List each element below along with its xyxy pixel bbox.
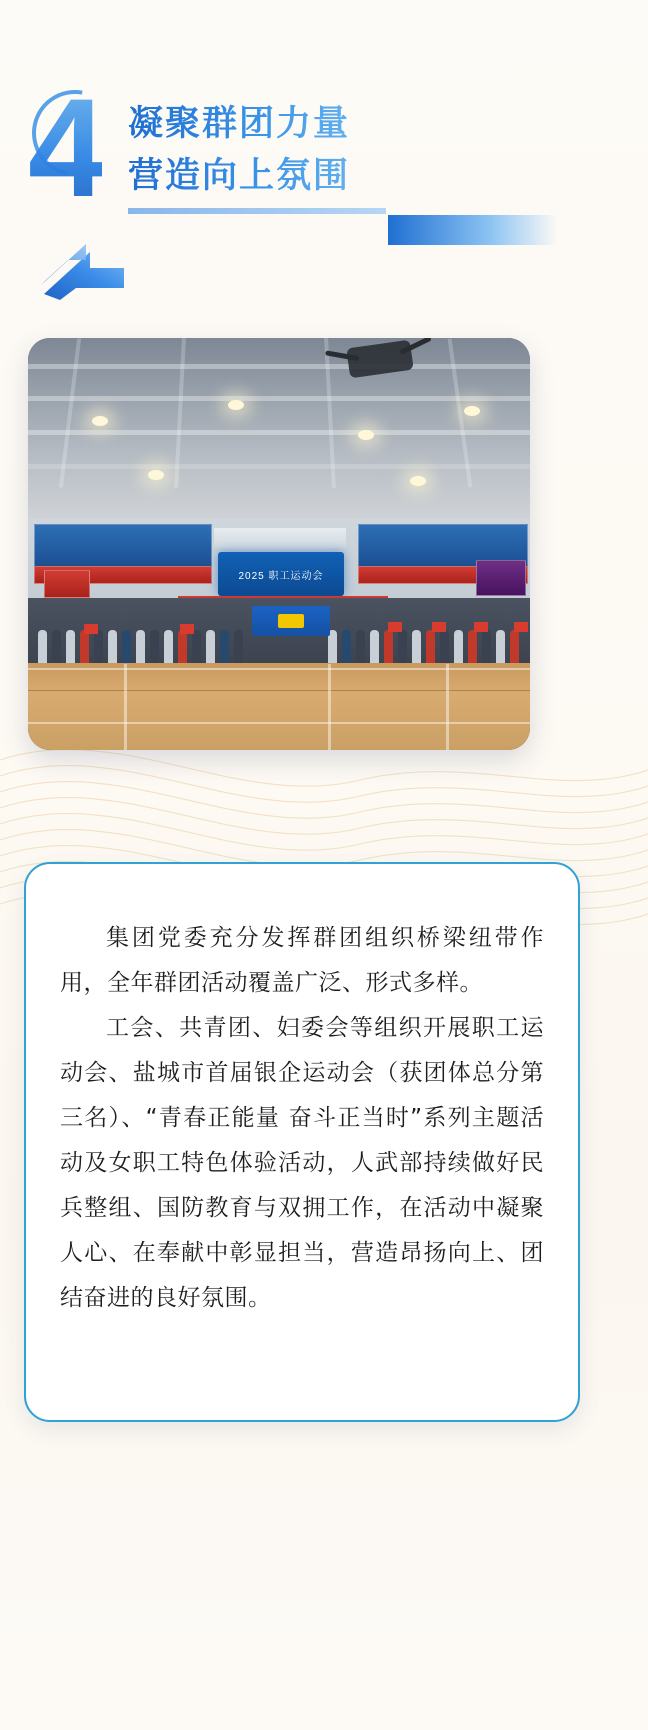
section-title-line-2: 营造向上氛围: [128, 150, 350, 202]
hand-flag: [474, 622, 488, 632]
hand-flag: [514, 622, 528, 632]
wall-header-strip: [214, 528, 346, 548]
team-flag: [252, 606, 330, 636]
court-line-vertical: [124, 664, 127, 750]
stage-screen: [218, 552, 344, 596]
hand-flag: [388, 622, 402, 632]
side-banner-purple: [476, 560, 526, 596]
ceiling-lamp: [92, 416, 108, 426]
section-title-line-1: 凝聚群团力量: [128, 98, 350, 150]
ceiling-lamp: [410, 476, 426, 486]
ceiling-lamp: [358, 430, 374, 440]
court-line: [28, 668, 530, 670]
hand-flag: [180, 624, 194, 634]
ceiling-lamp: [464, 406, 480, 416]
court-line: [28, 722, 530, 724]
title-underline: [128, 208, 386, 214]
hand-flag: [432, 622, 446, 632]
arrow-up-right-icon: [38, 242, 148, 304]
ceiling-beam: [28, 464, 530, 469]
ceiling-beam: [28, 396, 530, 401]
court-line-vertical: [328, 664, 331, 750]
section-title: [128, 98, 350, 202]
court-line-vertical: [446, 664, 449, 750]
content-paragraph-1: 集团党委充分发挥群团组织桥梁纽带作用，全年群团活动覆盖广泛、形式多样。: [60, 925, 544, 996]
bottom-fade: [0, 1550, 648, 1730]
event-photo: [28, 338, 530, 750]
ceiling-lamp: [148, 470, 164, 480]
wall-banner-left: [34, 524, 212, 568]
ceiling-beam: [28, 430, 530, 435]
content-paragraph-2: 工会、共青团、妇委会等组织开展职工运动会、盐城市首届银企运动会（获团体总分第三名）、“青春正能量 奋斗正当时”系列主题活动及女职工特色体验活动，人武部持续做好民兵整组、国防教育与双拥工作，在活动中凝聚人心、在奉献中彰显担当，营造昂扬向上、团结奋进的良好氛围。: [60, 1015, 544, 1311]
side-banner-red: [44, 570, 90, 598]
photo-canvas: [28, 338, 530, 750]
hand-flag: [84, 624, 98, 634]
court-line: [28, 690, 530, 691]
section-number: 4: [28, 69, 102, 226]
photo-floor: [28, 663, 530, 750]
ceiling-lamp: [228, 400, 244, 410]
stage-screen-text: 2025 职工运动会: [238, 570, 324, 582]
section-header: [0, 60, 648, 320]
content-card: [24, 862, 580, 1422]
team-flag-emblem: [278, 614, 304, 628]
header-accent-bar: [388, 215, 558, 245]
